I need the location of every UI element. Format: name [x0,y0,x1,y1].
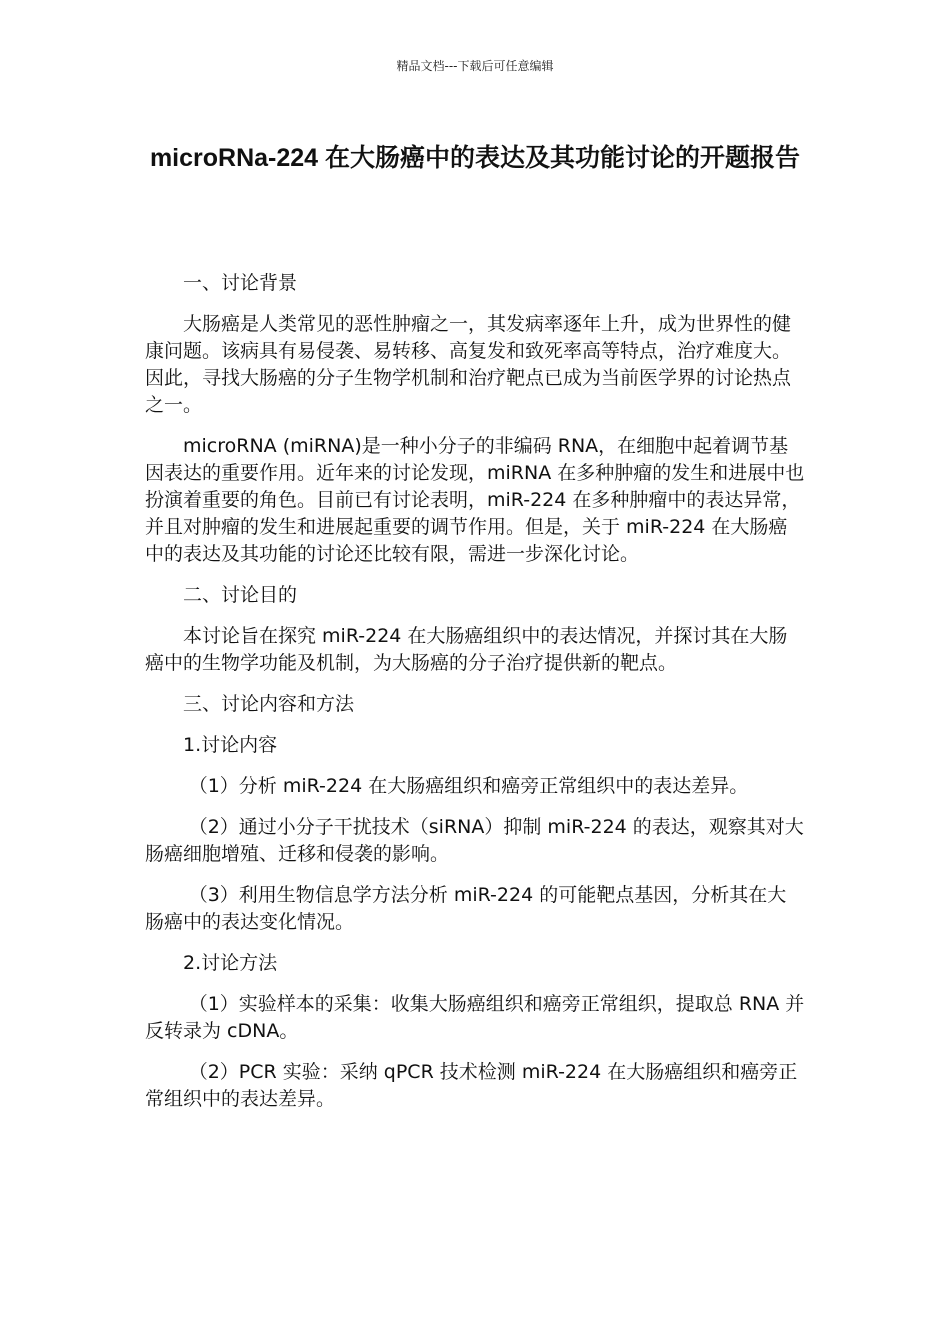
document-body [145,270,805,1127]
section-heading-purpose: 二、讨论目的 [183,584,298,606]
content-item-1: （1）分析 miR-224 在大肠癌组织和癌旁正常组织中的表达差异。 [188,775,749,797]
paragraph-background-2: microRNA (miRNA)是一种小分子的非编码 RNA，在细胞中起着调节基因表达的重要作用。近年来的讨论发现，miRNA 在多种肿瘤的发生和进展中也扮演着重要的角色。目前已有讨论表明，miR-224 在多种肿瘤中的表达异常，并且对肿瘤的发生和进展起重要的调节作用。但是，关于 miR-224 在大肠癌中的表达及其功能的讨论还比较有限，需进一步深化讨论。 [145,435,805,565]
method-item-2: （2）PCR 实验：采纳 qPCR 技术检测 miR-224 在大肠癌组织和癌旁正常组织中的表达差异。 [145,1061,798,1110]
section-heading-background: 一、讨论背景 [183,272,298,294]
method-item-1: （1）实验样本的采集：收集大肠癌组织和癌旁正常组织，提取总 RNA 并反转录为 cDNA。 [145,993,805,1042]
subheading-methods: 2.讨论方法 [183,952,278,974]
section-heading-content-methods: 三、讨论内容和方法 [183,693,355,715]
content-item-3: （3）利用生物信息学方法分析 miR-224 的可能靶点基因，分析其在大肠癌中的表达变化情况。 [145,884,787,933]
paragraph-purpose: 本讨论旨在探究 miR-224 在大肠癌组织中的表达情况，并探讨其在大肠癌中的生物学功能及机制，为大肠癌的分子治疗提供新的靶点。 [145,625,788,674]
page-header: 精品文档---下载后可任意编辑 [396,59,554,73]
content-item-2: （2）通过小分子干扰技术（siRNA）抑制 miR-224 的表达，观察其对大肠癌细胞增殖、迁移和侵袭的影响。 [145,816,804,865]
paragraph-background-1: 大肠癌是人类常见的恶性肿瘤之一，其发病率逐年上升，成为世界性的健康问题。该病具有易侵袭、易转移、高复发和致死率高等特点，治疗难度大。因此，寻找大肠癌的分子生物学机制和治疗靶点已成为当前医学界的讨论热点之一。 [145,313,792,416]
subheading-content: 1.讨论内容 [183,734,278,756]
document-title: microRNa-224 在大肠癌中的表达及其功能讨论的开题报告 [149,144,801,172]
